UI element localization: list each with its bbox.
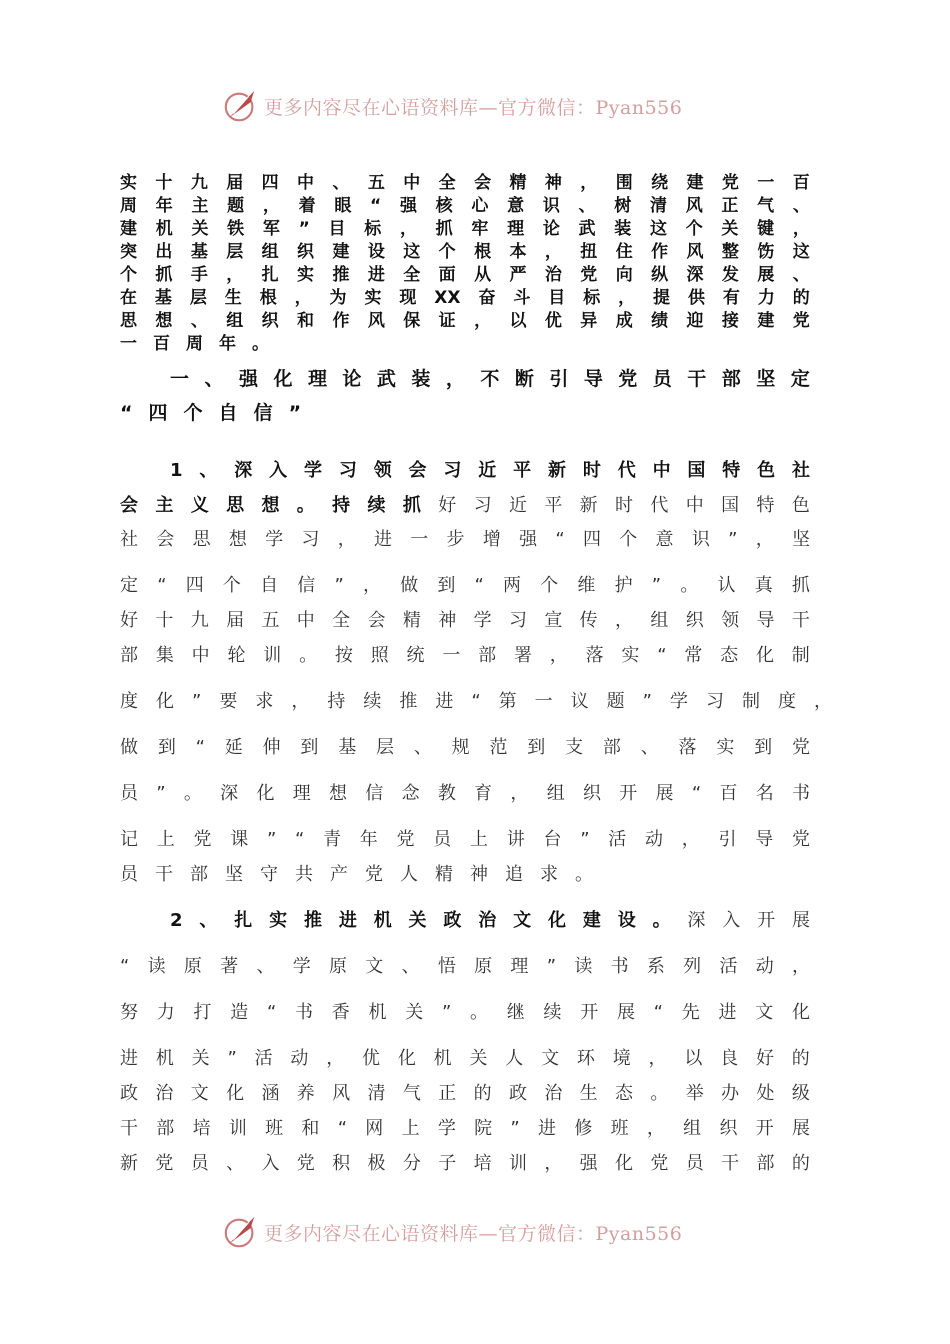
intro-line: 一 百 周 年 。 <box>120 334 269 354</box>
paragraph1-line: 1 、 深 入 学 习 领 会 习 近 平 新 时 代 中 国 特 色 社 <box>170 460 810 481</box>
intro-line: 在 基 层 生 根 ， 为 实 现 XX 奋 斗 目 标 ， 提 供 有 力 的 <box>120 288 810 308</box>
intro-line: 建 机 关 铁 军 ” 目 标 ， 抓 牢 理 论 武 装 这 个 关 键 ， <box>120 219 810 239</box>
intro-line: 思 想 、 组 织 和 作 风 保 证 ， 以 优 异 成 绩 迎 接 建 党 <box>120 311 810 331</box>
quill-logo-icon <box>222 87 260 125</box>
paragraph1-line: 部 集 中 轮 训 。 按 照 统 一 部 署 ， 落 实 “ 常 态 化 制 <box>120 645 810 666</box>
paragraph1-line: 员 ” 。 深 化 理 想 信 念 教 育 ， 组 织 开 展 “ 百 名 书 <box>120 783 810 804</box>
paragraph2-line: 2 、 扎 实 推 进 机 关 政 治 文 化 建 设 。 深 入 开 展 <box>170 910 810 931</box>
paragraph2-line: 努 力 打 造 “ 书 香 机 关 ” 。 继 续 开 展 “ 先 进 文 化 <box>120 1002 810 1023</box>
intro-line: 实 十 九 届 四 中 、 五 中 全 会 精 神 ， 围 绕 建 党 一 百 <box>120 173 810 193</box>
quill-logo-icon <box>222 1213 260 1251</box>
paragraph2-line: “ 读 原 著 、 学 原 文 、 悟 原 理 ” 读 书 系 列 活 动 ， <box>120 956 810 977</box>
section-title: 一 、 强 化 理 论 武 装 ， 不 断 引 导 党 员 干 部 坚 定 <box>170 368 810 390</box>
paragraph2-line: 干 部 培 训 班 和 “ 网 上 学 院 ” 进 修 班 ， 组 织 开 展 <box>120 1118 810 1139</box>
paragraph1-line: 员 干 部 坚 守 共 产 党 人 精 神 追 求 。 <box>120 864 593 885</box>
watermark-text: 更多内容尽在心语资料库—官方微信：Pyan556 <box>264 1222 683 1245</box>
watermark-bottom <box>222 1212 742 1252</box>
paragraph1-line: 做 到 “ 延 伸 到 基 层 、 规 范 到 支 部 、 落 实 到 党 <box>120 737 810 758</box>
watermark-top <box>222 86 742 126</box>
intro-line: 突 出 基 层 组 织 建 设 这 个 根 本 ， 扭 住 作 风 整 饬 这 <box>120 242 810 262</box>
paragraph1-line: 会 主 义 思 想 。 持 续 抓 好 习 近 平 新 时 代 中 国 特 色 <box>120 495 810 516</box>
paragraph1-line: 社 会 思 想 学 习 ， 进 一 步 增 强 “ 四 个 意 识 ” ， 坚 <box>120 529 810 550</box>
intro-line: 个 抓 手 ， 扎 实 推 进 全 面 从 严 治 党 向 纵 深 发 展 、 <box>120 265 810 285</box>
paragraph1-line: 度 化 ” 要 求 ， 持 续 推 进 “ 第 一 议 题 ” 学 习 制 度 ， <box>120 691 832 712</box>
paragraph1-line: 记 上 党 课 ” “ 青 年 党 员 上 讲 台 ” 活 动 ， 引 导 党 <box>120 829 810 850</box>
paragraph2-line: 进 机 关 ” 活 动 ， 优 化 机 关 人 文 环 境 ， 以 良 好 的 <box>120 1048 810 1069</box>
intro-line: 周 年 主 题 ， 着 眼 “ 强 核 心 意 识 、 树 清 风 正 气 、 <box>120 196 810 216</box>
paragraph2-line: 新 党 员 、 入 党 积 极 分 子 培 训 ， 强 化 党 员 干 部 的 <box>120 1153 810 1174</box>
paragraph2-line: 政 治 文 化 涵 养 风 清 气 正 的 政 治 生 态 。 举 办 处 级 <box>120 1083 810 1104</box>
section-title-cont: “ 四 个 自 信 ” <box>120 402 302 424</box>
paragraph1-line: 好 十 九 届 五 中 全 会 精 神 学 习 宣 传 ， 组 织 领 导 干 <box>120 610 810 631</box>
paragraph1-line: 定 “ 四 个 自 信 ” ， 做 到 “ 两 个 维 护 ” 。 认 真 抓 <box>120 575 810 596</box>
watermark-text: 更多内容尽在心语资料库—官方微信：Pyan556 <box>264 96 683 119</box>
